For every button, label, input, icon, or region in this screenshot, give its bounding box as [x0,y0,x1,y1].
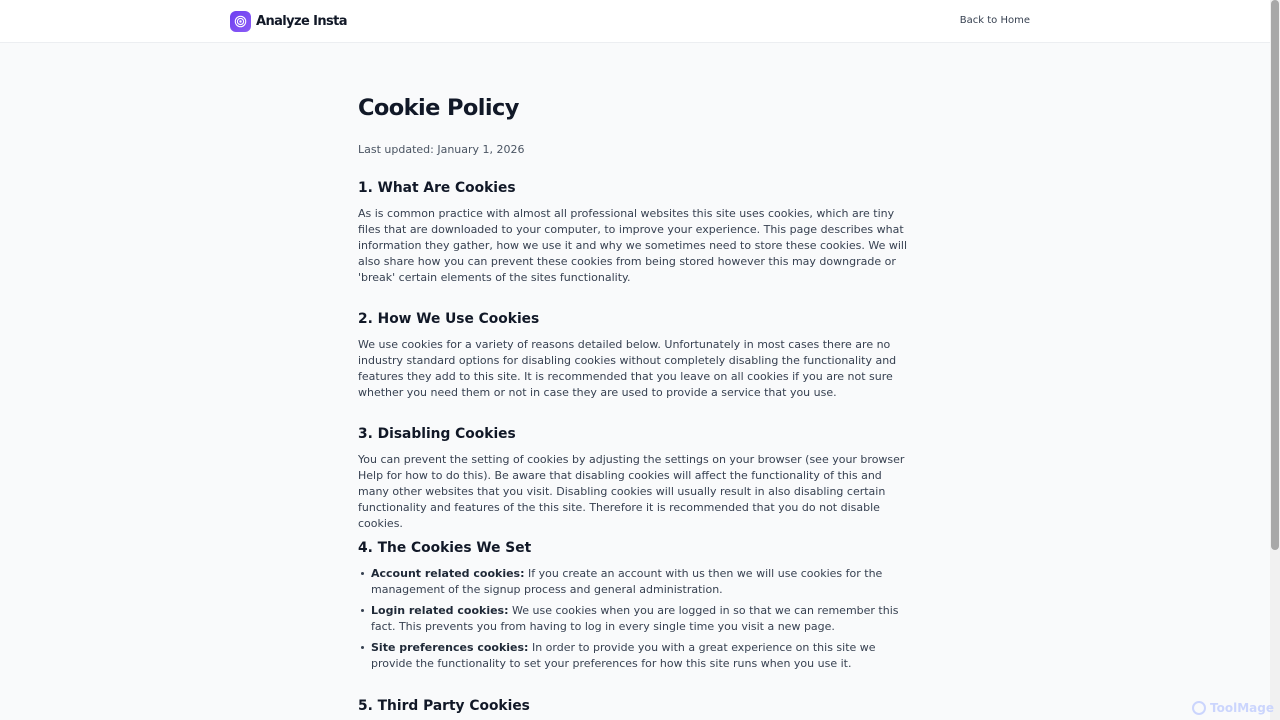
top-navbar [0,0,1270,43]
section-heading: 1. What Are Cookies [358,180,516,196]
watermark-icon [1192,701,1206,715]
section-cookies-we-set [358,538,914,677]
section-what-are-cookies [358,178,914,286]
brand-logo[interactable] [230,11,347,32]
list-item-label: Login related cookies: [371,604,509,617]
section-heading: 3. Disabling Cookies [358,426,516,442]
section-heading: 4. The Cookies We Set [358,540,532,556]
section-heading: 5. Third Party Cookies [358,698,530,714]
list-item-account-cookies [358,566,914,598]
section-paragraph: As is common practice with almost all professional websites this site uses cookies, which are tiny files that are downloaded to your computer, to improve your experience. This page describes what information they gather, how we use it and why we sometimes need to store these cookies. We will also share how you can prevent these cookies from being stored however this may downgrade or 'break' certain elements of the sites functionality. [358,207,908,284]
list-item-text: If you create an account with us then we will use cookies for the management of the signup process and general administration. [371,567,883,596]
list-item-site-preferences-cookies [358,640,914,672]
page-title: Cookie Policy [358,95,519,121]
list-item-label: Site preferences cookies: [371,641,529,654]
last-updated-text: Last updated: January 1, 2026 [358,143,525,156]
section-how-we-use-cookies [358,309,914,401]
watermark [1192,701,1274,715]
back-to-home-link[interactable]: Back to Home [959,15,1030,26]
section-heading: 2. How We Use Cookies [358,311,540,327]
list-item-text: In order to provide you with a great experience on this site we provide the functionality to set your preferences for how this site runs when you use it. [371,641,876,670]
brand-name: Analyze Insta [256,14,347,29]
watermark-text: ToolMage [1210,701,1274,715]
page-scrollbar[interactable] [1270,0,1280,720]
list-item-login-cookies [358,603,914,635]
brand-logo-icon [230,11,251,32]
section-paragraph: You can prevent the setting of cookies by adjusting the settings on your browser (see your browser Help for how to do this). Be aware that disabling cookies will affect the functionality of this and many other websites that you visit. Disabling cookies will usually result in also disabling certain functionality and features of the this site. Therefore it is recommended that you do not disable cookies. [358,453,905,530]
list-item-text: We use cookies when you are logged in so that we can remember this fact. This prevents you from having to log in every single time you visit a new page. [371,604,899,633]
cookie-types-list [358,566,914,672]
section-disabling-cookies [358,424,914,532]
section-third-party-cookies [358,696,914,717]
list-item-label: Account related cookies: [371,567,525,580]
section-paragraph: We use cookies for a variety of reasons detailed below. Unfortunately in most cases there are no industry standard options for disabling cookies without completely disabling the functionality and features they add to this site. It is recommended that you leave on all cookies if you are not sure whether you need them or not in case they are used to provide a service that you use. [358,338,897,399]
scrollbar-thumb[interactable] [1271,0,1279,550]
